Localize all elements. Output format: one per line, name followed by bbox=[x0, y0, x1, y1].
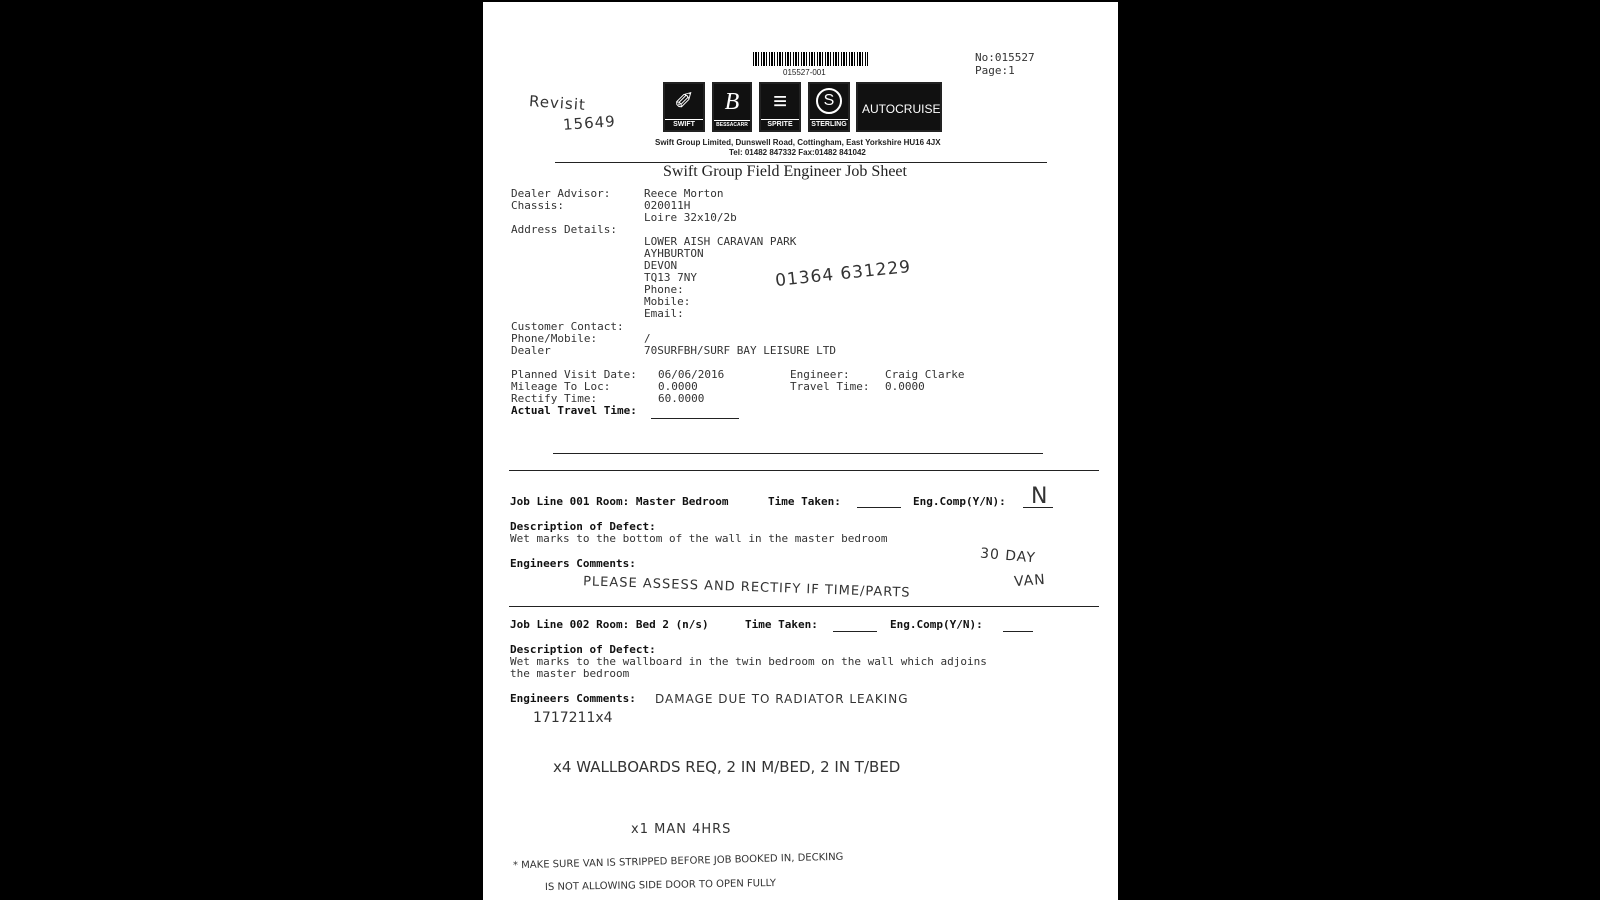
rectify-label: Rectify Time: bbox=[511, 392, 598, 405]
job1-handwritten-comment: PLEASE ASSESS AND RECTIFY IF TIME/PARTS bbox=[582, 574, 911, 601]
job2-defect-text: the master bedroom bbox=[510, 667, 630, 680]
planned-visit-value: 06/06/2016 bbox=[658, 368, 725, 381]
travel-time-value: 0.0000 bbox=[885, 380, 925, 393]
handwritten-phone: 01364 631229 bbox=[774, 256, 913, 292]
document-title: Swift Group Field Engineer Job Sheet bbox=[663, 163, 907, 180]
address-line: LOWER AISH CARAVAN PARK bbox=[644, 235, 797, 248]
mobile-label: Mobile: bbox=[644, 295, 691, 308]
job1-eng-comp-label: Eng.Comp(Y/N): bbox=[913, 495, 1006, 508]
section-divider bbox=[509, 470, 1099, 471]
job2-handwritten-line: * MAKE SURE VAN IS STRIPPED BEFORE JOB BOOKED IN, DECKING bbox=[512, 851, 844, 872]
address-label: Address Details: bbox=[511, 223, 617, 236]
job1-handwritten-note: VAN bbox=[1013, 571, 1047, 591]
phone-mobile-value: / bbox=[644, 332, 651, 345]
rectify-value: 60.0000 bbox=[658, 392, 705, 405]
engineer-value: Craig Clarke bbox=[885, 368, 965, 381]
sterling-emblem-icon: S bbox=[816, 88, 842, 114]
swift-bird-icon: ✐ bbox=[673, 88, 695, 115]
chassis-value: 020011H bbox=[644, 199, 691, 212]
address-line: TQ13 7NY bbox=[644, 271, 697, 284]
job1-defect-text: Wet marks to the bottom of the wall in the master bedroom bbox=[510, 532, 888, 545]
autocruise-logo: AUTOCRUISE bbox=[856, 82, 942, 132]
handwritten-revisit-number: 15649 bbox=[562, 112, 617, 134]
job2-eng-comp-blank bbox=[1003, 631, 1033, 632]
company-address: Swift Group Limited, Dunswell Road, Cottingham, East Yorkshire HU16 4JX bbox=[655, 138, 941, 147]
phone-label: Phone: bbox=[644, 283, 684, 296]
company-phone: Tel: 01482 847332 Fax:01482 841042 bbox=[729, 148, 866, 157]
chassis-label: Chassis: bbox=[511, 199, 564, 212]
bessacarr-monogram-icon: B bbox=[724, 89, 740, 115]
mileage-label: Mileage To Loc: bbox=[511, 380, 611, 393]
handwritten-revisit: Revisit bbox=[528, 92, 587, 114]
job2-defect-label: Description of Defect: bbox=[510, 643, 656, 656]
job1-time-taken-blank bbox=[857, 507, 901, 508]
customer-contact-label: Customer Contact: bbox=[511, 320, 624, 333]
job1-comments-label: Engineers Comments: bbox=[510, 557, 636, 570]
phone-mobile-label: Phone/Mobile: bbox=[511, 332, 598, 345]
job2-handwritten-comment: DAMAGE DUE TO RADIATOR LEAKING bbox=[655, 692, 909, 706]
actual-travel-blank bbox=[651, 418, 739, 419]
job2-header: Job Line 002 Room: Bed 2 (n/s) bbox=[510, 618, 709, 631]
job2-eng-comp-label: Eng.Comp(Y/N): bbox=[890, 618, 983, 631]
job2-comments-label: Engineers Comments: bbox=[510, 692, 636, 705]
sprite-logo: ≡ SPRITE bbox=[759, 82, 801, 132]
address-line: DEVON bbox=[644, 259, 678, 272]
actual-travel-label: Actual Travel Time: bbox=[511, 404, 637, 417]
dealer-advisor-label: Dealer Advisor: bbox=[511, 187, 611, 200]
sterling-logo: S STERLING bbox=[808, 82, 850, 132]
travel-time-label: Travel Time: bbox=[790, 380, 870, 393]
barcode bbox=[753, 52, 868, 66]
email-label: Email: bbox=[644, 307, 684, 320]
job1-handwritten-note: 30 DAY bbox=[979, 545, 1037, 567]
job2-time-taken-blank bbox=[833, 631, 877, 632]
engineer-label: Engineer: bbox=[790, 368, 850, 381]
page-number: Page:1 bbox=[975, 64, 1015, 77]
address-line: AYHBURTON bbox=[644, 247, 704, 260]
planned-visit-label: Planned Visit Date: bbox=[511, 368, 637, 381]
job1-header: Job Line 001 Room: Master Bedroom bbox=[510, 495, 729, 508]
job2-handwritten-part: 1717211x4 bbox=[533, 710, 613, 726]
job1-eng-comp-handwritten: N bbox=[1031, 484, 1049, 509]
job1-time-taken-label: Time Taken: bbox=[768, 495, 841, 508]
job2-handwritten-line: IS NOT ALLOWING SIDE DOOR TO OPEN FULLY bbox=[544, 877, 777, 894]
dealer-value: 70SURFBH/SURF BAY LEISURE LTD bbox=[644, 344, 837, 357]
barcode-number: 015527-001 bbox=[783, 68, 826, 77]
dealer-advisor-value: Reece Morton bbox=[644, 187, 724, 200]
job1-defect-label: Description of Defect: bbox=[510, 520, 656, 533]
job-sheet-page bbox=[483, 2, 1118, 900]
sprite-emblem-icon: ≡ bbox=[772, 88, 787, 115]
mileage-value: 0.0000 bbox=[658, 380, 698, 393]
job2-handwritten-line: x4 WALLBOARDS REQ, 2 IN M/BED, 2 IN T/BED bbox=[553, 758, 901, 776]
job2-defect-text: Wet marks to the wallboard in the twin bedroom on the wall which adjoins bbox=[510, 655, 987, 668]
model-value: Loire 32x10/2b bbox=[644, 211, 737, 224]
swift-logo: ✐ SWIFT bbox=[663, 82, 705, 132]
job2-time-taken-label: Time Taken: bbox=[745, 618, 818, 631]
job-divider bbox=[509, 606, 1099, 607]
job2-handwritten-line: x1 MAN 4HRS bbox=[631, 822, 732, 837]
document-number: No:015527 bbox=[975, 51, 1035, 64]
bessacarr-logo: B BESSACARR bbox=[712, 82, 752, 132]
signature-line bbox=[553, 453, 1043, 454]
dealer-label: Dealer bbox=[511, 344, 551, 357]
